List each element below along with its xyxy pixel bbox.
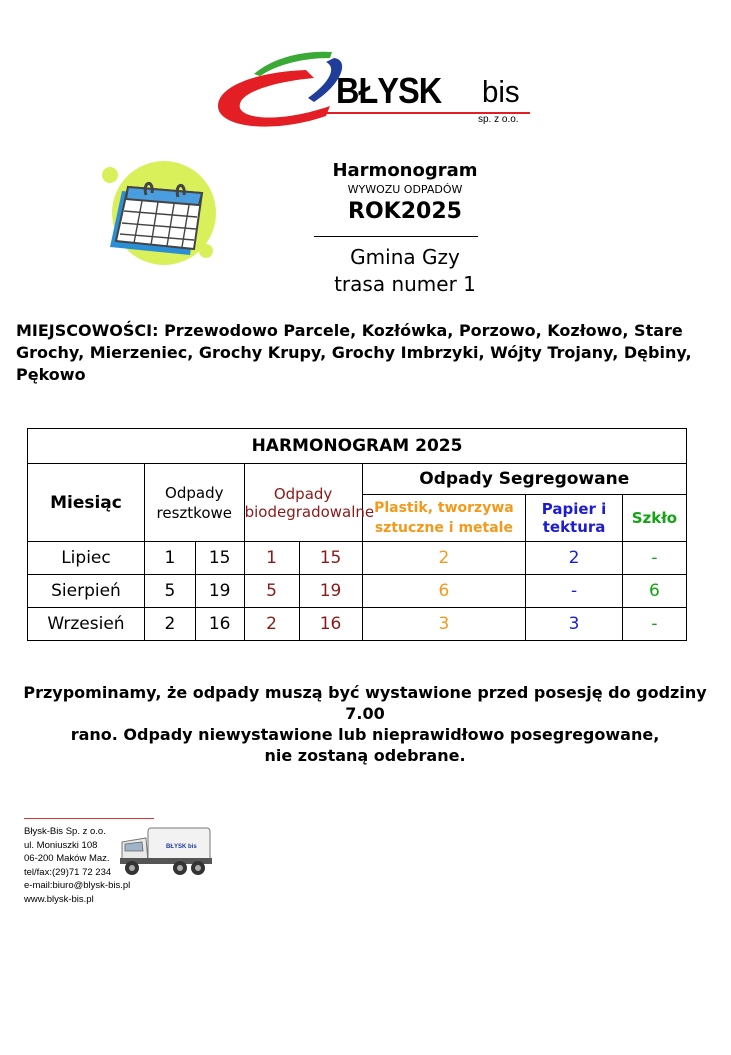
reminder-line: Przypominamy, że odpady muszą być wystawione przed posesję do godziny 7.00 <box>23 683 707 723</box>
bio-day-cell: 16 <box>299 608 362 641</box>
logo-brand-text: BŁYSK <box>336 70 442 111</box>
company-phone: tel/fax:(29)71 72 234 <box>24 866 112 878</box>
company-email: e-mail:biuro@blysk-bis.pl <box>24 880 131 892</box>
plastic-day-cell: 3 <box>362 608 526 641</box>
schedule-table <box>27 428 687 641</box>
table-row <box>28 575 687 608</box>
page-title: Harmonogram <box>332 160 478 181</box>
glass-day-cell: 6 <box>622 575 686 608</box>
paper-day-cell: 3 <box>526 608 623 641</box>
truck-label: BŁYSK bis <box>166 844 197 850</box>
glass-day-cell: - <box>622 542 686 575</box>
residual-day-cell: 16 <box>195 608 244 641</box>
residual-day-cell: 5 <box>144 575 195 608</box>
year-label: ROK2025 <box>348 199 462 224</box>
bio-day-cell: 2 <box>244 608 299 641</box>
localities-list <box>16 320 728 386</box>
month-cell: Wrzesień <box>28 608 145 641</box>
company-name: Błysk-Bis Sp. z o.o. <box>24 826 106 837</box>
logo-suffix-text: bis <box>482 74 520 109</box>
logo-subtitle: sp. z o.o. <box>478 114 519 125</box>
paper-day-cell: - <box>526 575 623 608</box>
bio-day-cell: 5 <box>244 575 299 608</box>
header-divider <box>314 236 478 237</box>
localities-label: MIEJSCOWOŚCI: <box>16 321 159 340</box>
gmina-name: Gmina Gzy <box>350 245 460 269</box>
localities-text: Przewodowo Parcele, Kozłówka, Porzowo, Kozłowo, Stare Grochy, Mierzeniec, Grochy Krupy, Grochy Imbrzyki, Wójty Trojany, Dębiny, Pękowo <box>16 321 692 384</box>
residual-day-cell: 1 <box>144 542 195 575</box>
plastic-day-cell: 2 <box>362 542 526 575</box>
table-title: HARMONOGRAM 2025 <box>28 429 687 464</box>
bio-day-cell: 15 <box>299 542 362 575</box>
page-subtitle: WYWOZU ODPADÓW <box>347 183 463 196</box>
company-website: www.blysk-bis.pl <box>24 893 94 905</box>
company-contact <box>24 825 130 907</box>
table-row <box>28 542 687 575</box>
reminder-line: rano. Odpady niewystawione lub nieprawidłowo posegregowane, <box>70 725 660 744</box>
glass-day-cell: - <box>622 608 686 641</box>
table-row <box>28 608 687 641</box>
footer-divider <box>24 818 154 819</box>
company-city: 06-200 Maków Maz. <box>24 853 110 865</box>
month-cell: Sierpień <box>28 575 145 608</box>
residual-day-cell: 19 <box>195 575 244 608</box>
reminder-line: nie zostaną odebrane. <box>264 746 466 765</box>
glass-header: Szkło <box>622 495 686 542</box>
bio-header: Odpady biodegradowalne <box>244 464 362 542</box>
month-header: Miesiąc <box>28 464 145 542</box>
paper-header: Papier i tektura <box>526 495 623 542</box>
bio-day-cell: 19 <box>299 575 362 608</box>
reminder-notice <box>20 682 710 766</box>
residual-day-cell: 15 <box>195 542 244 575</box>
garbage-truck-icon <box>118 822 214 880</box>
bio-day-cell: 1 <box>244 542 299 575</box>
plastic-header: Plastik, tworzywa sztuczne i metale <box>362 495 526 542</box>
route-number: trasa numer 1 <box>334 272 476 296</box>
calendar-icon <box>98 157 216 269</box>
plastic-day-cell: 6 <box>362 575 526 608</box>
residual-day-cell: 2 <box>144 608 195 641</box>
paper-day-cell: 2 <box>526 542 623 575</box>
segregated-header: Odpady Segregowane <box>362 464 686 495</box>
company-street: ul. Moniuszki 108 <box>24 839 98 851</box>
company-logo <box>214 44 544 130</box>
month-cell: Lipiec <box>28 542 145 575</box>
residual-header: Odpady resztkowe <box>144 464 244 542</box>
